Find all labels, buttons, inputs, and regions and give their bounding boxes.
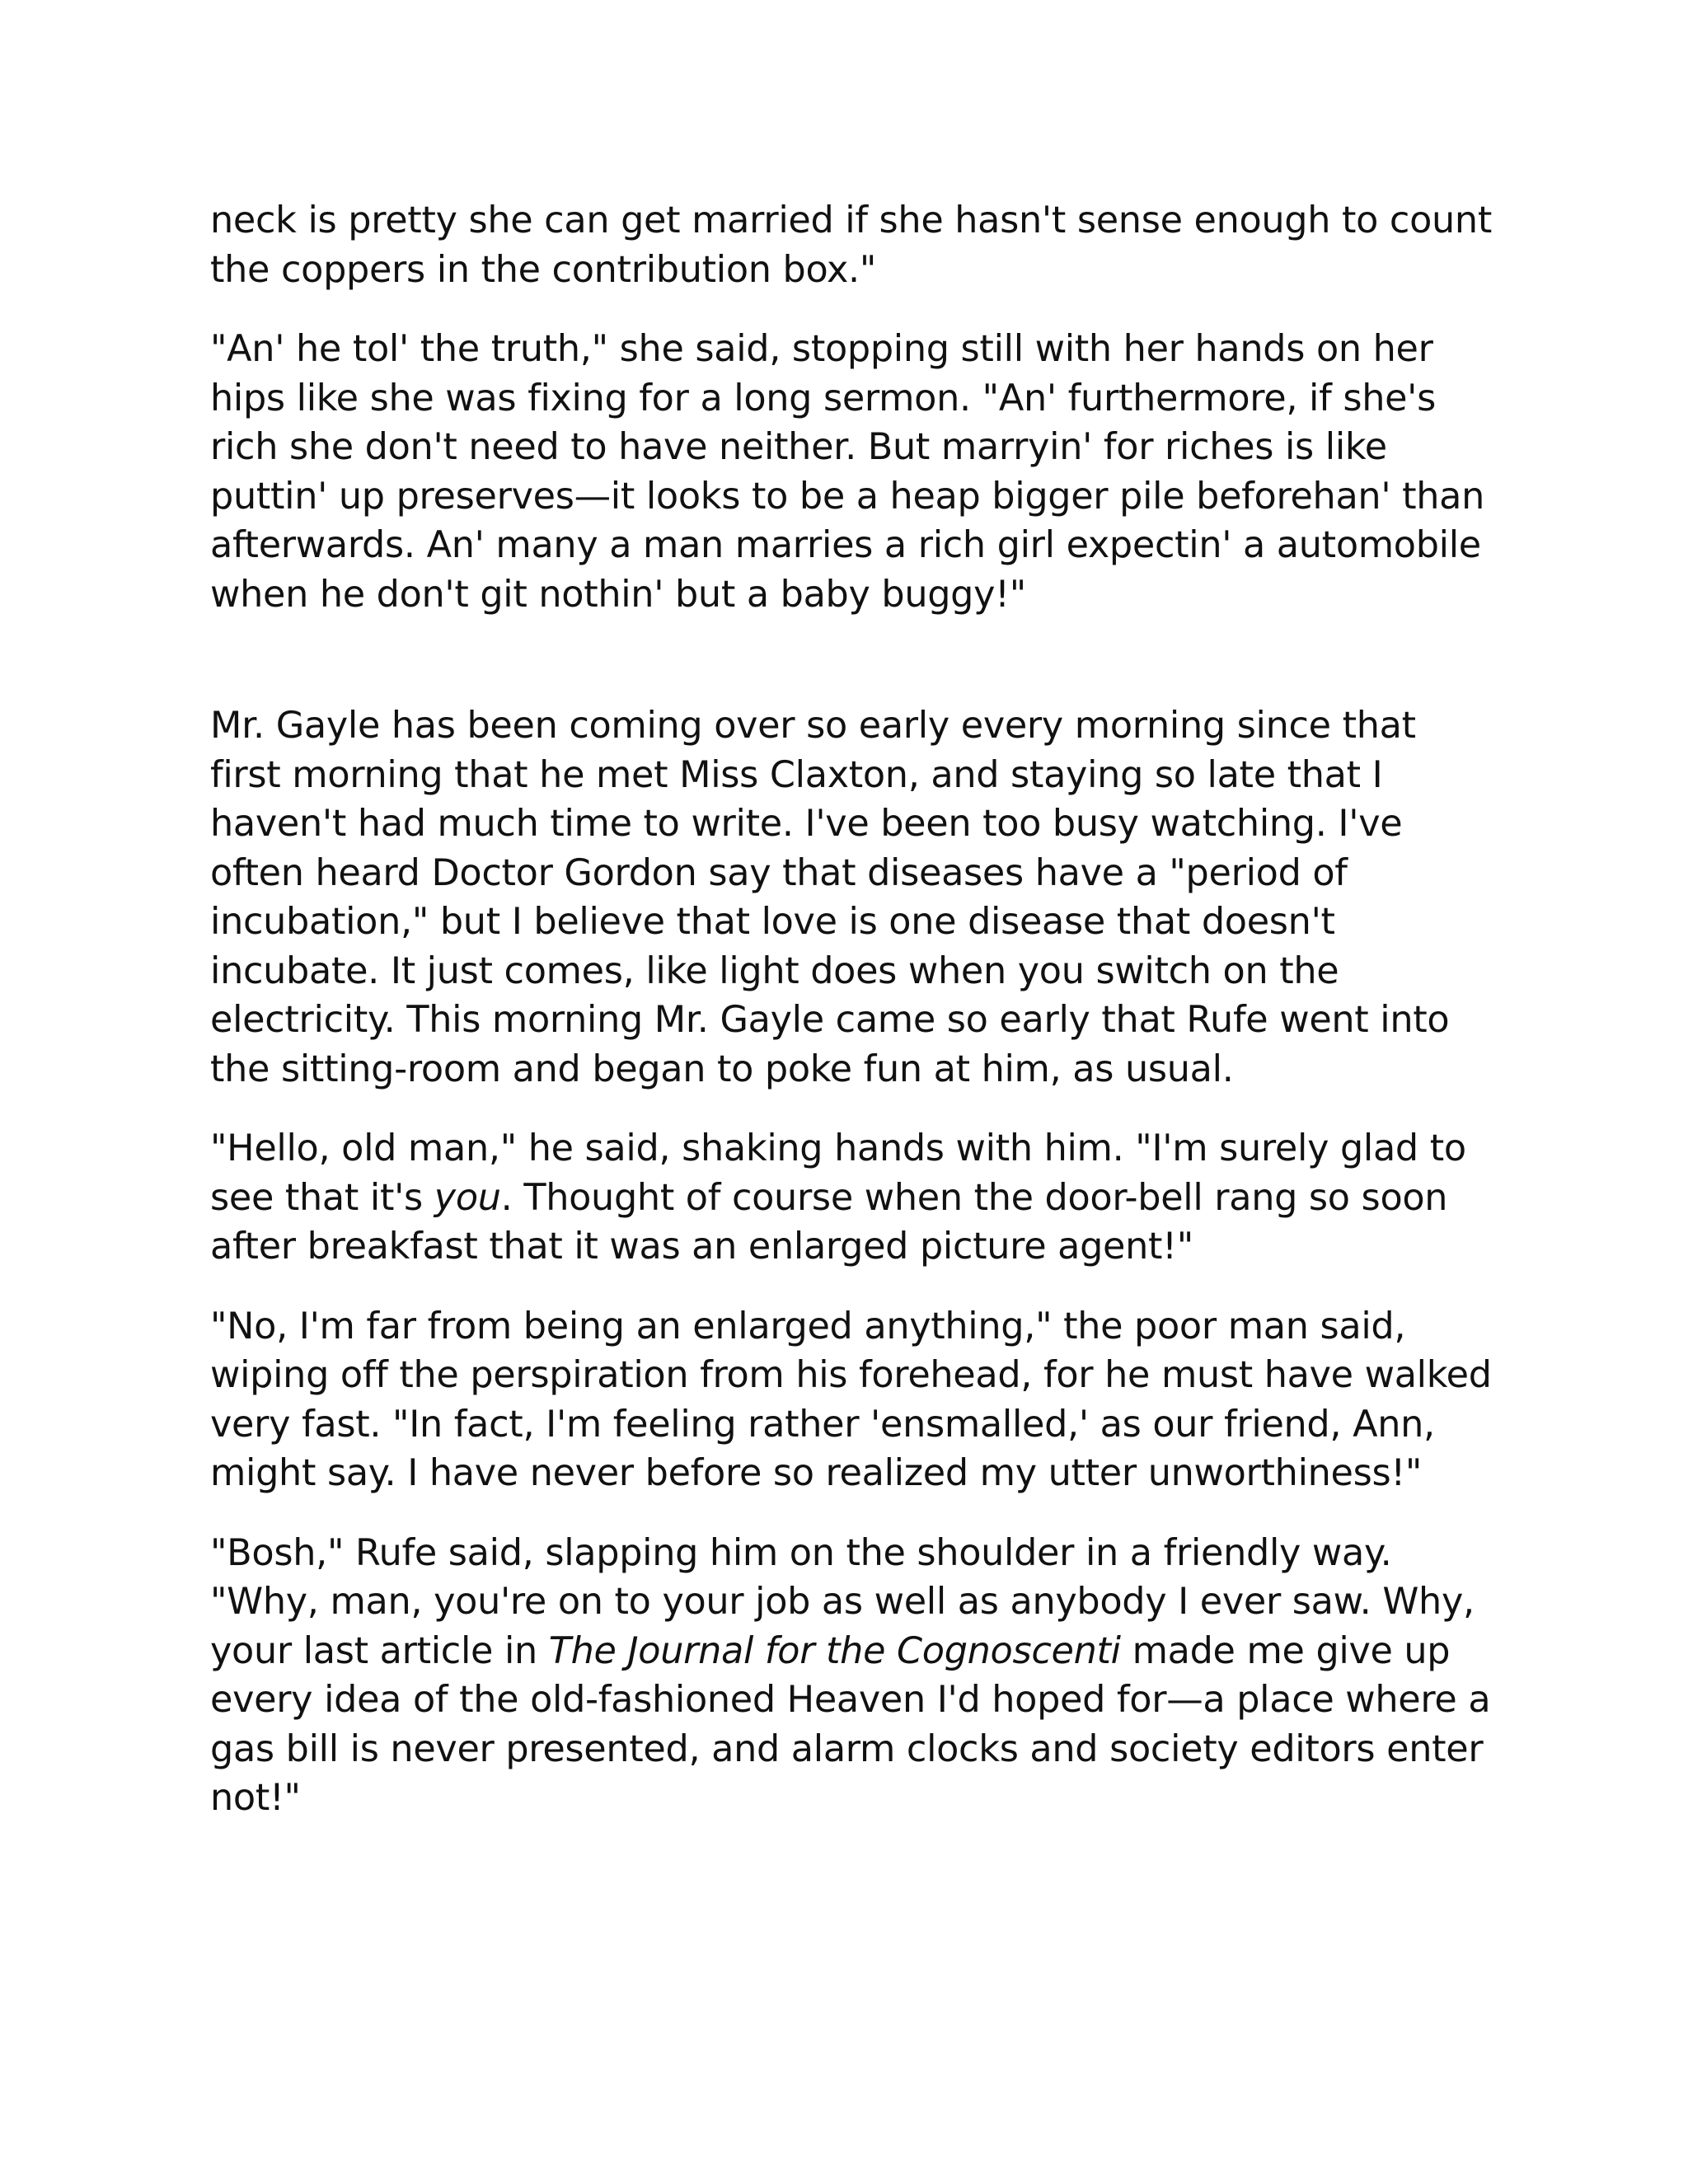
paragraph: "An' he tol' the truth," she said, stopping still with her hands on her hips like she was fixing for a long sermon. "An' furthermore, if she's rich she don't need to have neither. But marryin' for riches is like puttin' up preserves—it looks to be a heap bigger pile beforehan' than afterwards. An' many a man marries a rich girl expectin' a automobile when he don't git nothin' but a baby buggy!" xyxy=(210,328,1485,616)
paragraph xyxy=(210,1529,1496,1823)
document-page xyxy=(210,196,1496,1854)
paragraph xyxy=(210,1124,1496,1272)
paragraph-text: "Hello, old man," he said, shaking hands with him. "I'm surely glad to see that it's xyxy=(210,1127,1466,1219)
paragraph-text: . Thought of course when the door-bell rang so soon after breakfast that it was an enlarged picture agent!" xyxy=(210,1176,1448,1268)
paragraph: "No, I'm far from being an enlarged anything," the poor man said, wiping off the perspiration from his forehead, for he must have walked very fast. "In fact, I'm feeling rather 'ensmalled,' as our friend, Ann, might say. I have never before so realized my utter unworthiness!" xyxy=(210,1305,1492,1494)
paragraph: neck is pretty she can get married if she hasn't sense enough to count the coppers in the contribution box." xyxy=(210,199,1492,291)
paragraph-text: "Bosh," Rufe said, slapping him on the shoulder in a friendly way. "Why, man, you're on to your job as well as anybody I ever saw. Why, your last article in xyxy=(210,1531,1475,1672)
paragraph-text: made me give up every idea of the old-fashioned Heaven I'd hoped for—a place where a gas bill is never presented, and alarm clocks and society editors enter not!" xyxy=(210,1629,1491,1819)
paragraph: Mr. Gayle has been coming over so early every morning since that first morning that he met Miss Claxton, and staying so late that I haven't had much time to write. I've been too busy watching. I've often heard Doctor Gordon say that diseases have a "period of incubation," but I believe that love is one disease that doesn't incubate. It just comes, like light does when you switch on the electricity. This morning Mr. Gayle came so early that Rufe went into the sitting-room and began to poke fun at him, as usual. xyxy=(210,705,1450,1090)
emphasized-text: you xyxy=(434,1176,501,1219)
journal-title: The Journal for the Cognoscenti xyxy=(548,1629,1121,1672)
